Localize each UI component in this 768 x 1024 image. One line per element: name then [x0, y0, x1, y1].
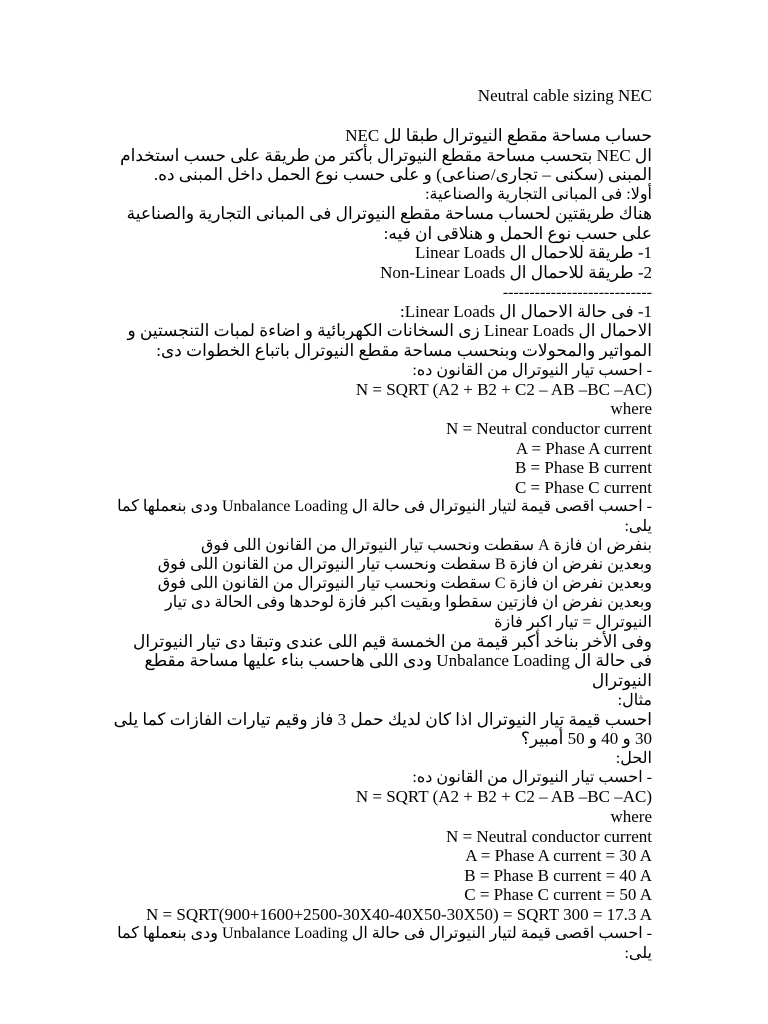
text-line: وبعدين نفرض ان فازة C سقطت ونحسب تيار النيوترال من القانون اللى فوق [157, 575, 652, 593]
text-line: وفى الأخر بناخد أكبر قيمة من الخمسة قيم اللى عندى وتبقا دى تيار النيوترال فى حالة ال Unbalance Loading ودى اللى هاحسب بناء عليها مساحة مقطع النيوترال [133, 631, 652, 690]
formula-line: N = SQRT (A2 + B2 + C2 – AB –BC –AC) [355, 379, 652, 399]
text-line: ال NEC بتحسب مساحة مقطع النيوترال بأكتر من طريقة على حسب استخدام المبنى (سكنى – تجارى/صناعى) و على حسب نوع الحمل داخل المبنى ده. [120, 145, 652, 185]
formula-line: A = Phase A current [515, 438, 652, 458]
document-body [112, 86, 652, 963]
list-item: 2- طريقة للاحمال ال Non-Linear Loads [380, 262, 652, 282]
divider-line: ---------------------------- [502, 283, 652, 301]
formula-line: B = Phase B current = 40 A [464, 865, 652, 885]
text-line: وبعدين نفرض ان فازة B سقطت ونحسب تيار النيوترال من القانون اللى فوق [157, 555, 652, 573]
formula-line: where [610, 806, 652, 826]
text-line: - احسب تيار النيوترال من القانون ده: [412, 769, 652, 787]
formula-line: A = Phase A current = 30 A [465, 846, 652, 866]
section-heading: 1- فى حالة الاحمال ال Linear Loads: [400, 301, 652, 321]
formula-line: B = Phase B current [514, 458, 652, 478]
text-line: - احسب تيار النيوترال من القانون ده: [412, 361, 652, 379]
formula-line: C = Phase C current = 50 A [464, 885, 652, 905]
formula-line: N = Neutral conductor current [446, 418, 652, 438]
text-line: الحل: [615, 749, 652, 767]
section-heading: أولا: فى المبانى التجارية والصناعية: [425, 185, 652, 203]
text-line: حساب مساحة مقطع النيوترال طبقا لل NEC [345, 126, 652, 146]
text-line: هناك طريقتين لحساب مساحة مقطع النيوترال فى المبانى التجارية والصناعية على حسب نوع الحمل و هنلاقى ان فيه: [126, 204, 652, 243]
formula-line: N = Neutral conductor current [446, 826, 652, 846]
text-line: - احسب اقصى قيمة لتيار النيوترال فى حالة ال Unbalance Loading ودى بنعملها كما يلى: [117, 925, 652, 962]
list-item: 1- طريقة للاحمال ال Linear Loads [415, 243, 652, 263]
formula-line: N = SQRT (A2 + B2 + C2 – AB –BC –AC) [355, 787, 652, 807]
text-line: - احسب اقصى قيمة لتيار النيوترال فى حالة ال Unbalance Loading ودى بنعملها كما يلى: [117, 498, 652, 535]
formula-line: C = Phase C current [514, 477, 652, 497]
formula-line: where [610, 399, 652, 419]
text-line: احسب قيمة تيار النيوترال اذا كان لديك حمل 3 فاز وقيم تيارات الفازات كما يلى 30 و 40 و 50 أمبير؟ [113, 709, 652, 749]
text-line: الاحمال ال Linear Loads زى السخانات الكهربائية و اضاءة لمبات التنجستين و المواتير والمحولات وبنحسب مساحة مقطع النيوترال باتباع الخطوات دى: [127, 321, 652, 360]
text-line: مثال: [617, 691, 652, 709]
text-line: وبعدين نفرض ان فازتين سقطوا وبقيت اكبر فازة لوحدها وفى الحالة دى تيار النيوترال = تيار اكبر فازة [164, 594, 652, 631]
text-line: بنفرض ان فازة A سقطت ونحسب تيار النيوترال من القانون اللى فوق [200, 536, 652, 554]
formula-line: N = SQRT(900+1600+2500-30X40-40X50-30X50) = SQRT 300 = 17.3 A [146, 904, 652, 924]
document-title: Neutral cable sizing NEC [477, 86, 652, 105]
